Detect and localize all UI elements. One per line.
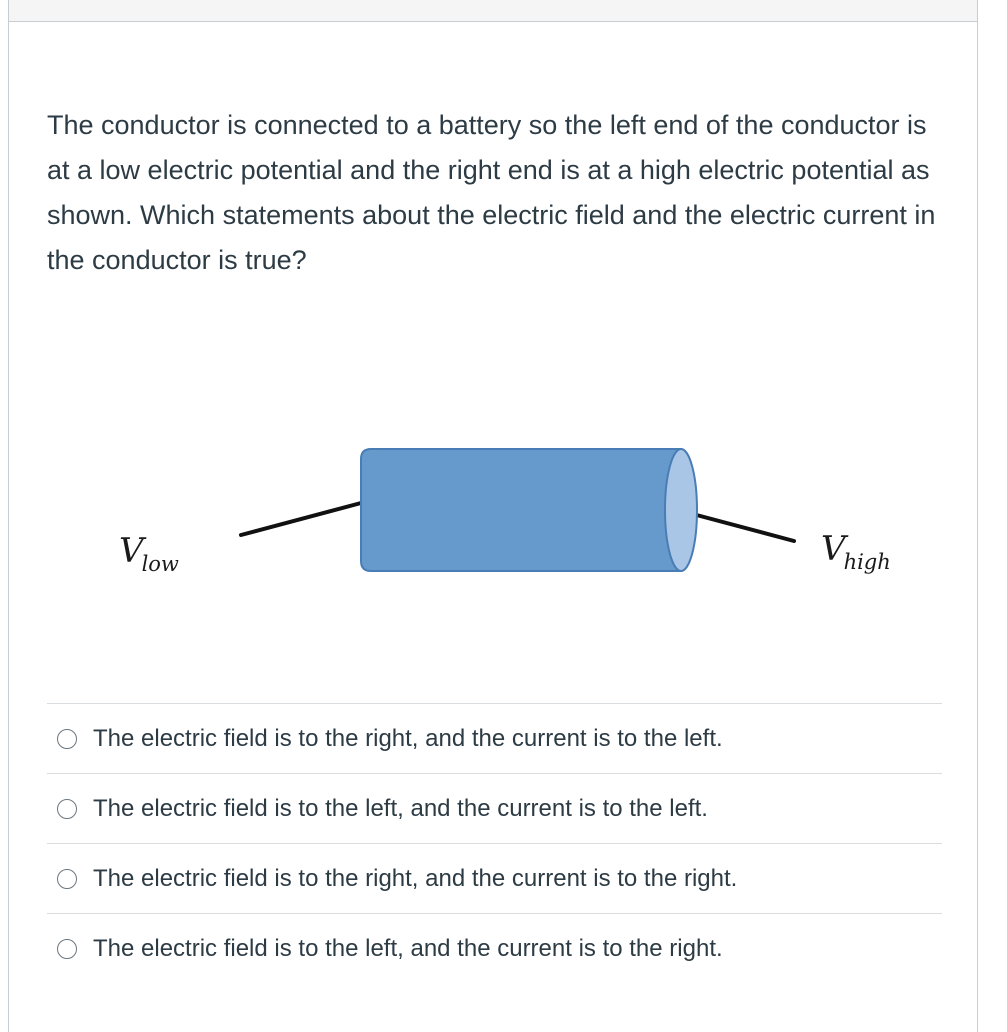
radio-button[interactable] <box>57 869 77 889</box>
v-high-subscript: high <box>843 550 891 574</box>
radio-button[interactable] <box>57 729 77 749</box>
answer-list <box>47 703 942 984</box>
answer-option-1[interactable] <box>47 704 942 774</box>
question-header-bar <box>8 0 978 22</box>
answer-option-4[interactable] <box>47 914 942 984</box>
conductor-cylinder-end <box>665 449 697 571</box>
answer-label: The electric field is to the left, and the current is to the left. <box>93 794 708 822</box>
conductor-diagram <box>99 427 939 597</box>
answer-option-2[interactable] <box>47 774 942 844</box>
answer-label: The electric field is to the right, and the current is to the left. <box>93 724 723 752</box>
v-low-subscript: low <box>141 552 179 576</box>
question-text: The conductor is connected to a battery so the left end of the conductor is at a low electric potential and the right end is at a high electric potential as shown. Which statements about the electric field and the electric current in the conductor is true? <box>47 110 936 275</box>
answer-label: The electric field is to the right, and the current is to the right. <box>93 864 738 892</box>
answer-label: The electric field is to the left, and the current is to the right. <box>93 935 723 962</box>
v-low-label <box>119 531 179 576</box>
answer-option-3[interactable] <box>47 844 942 914</box>
radio-button[interactable] <box>57 799 77 819</box>
right-wire <box>689 513 794 541</box>
v-high-label <box>821 529 891 574</box>
v-low-main: V <box>119 531 144 571</box>
conductor-cylinder-body <box>361 449 681 571</box>
radio-button[interactable] <box>57 939 77 959</box>
v-high-main: V <box>821 529 846 569</box>
left-wire <box>241 503 361 535</box>
question-card <box>8 22 978 1032</box>
